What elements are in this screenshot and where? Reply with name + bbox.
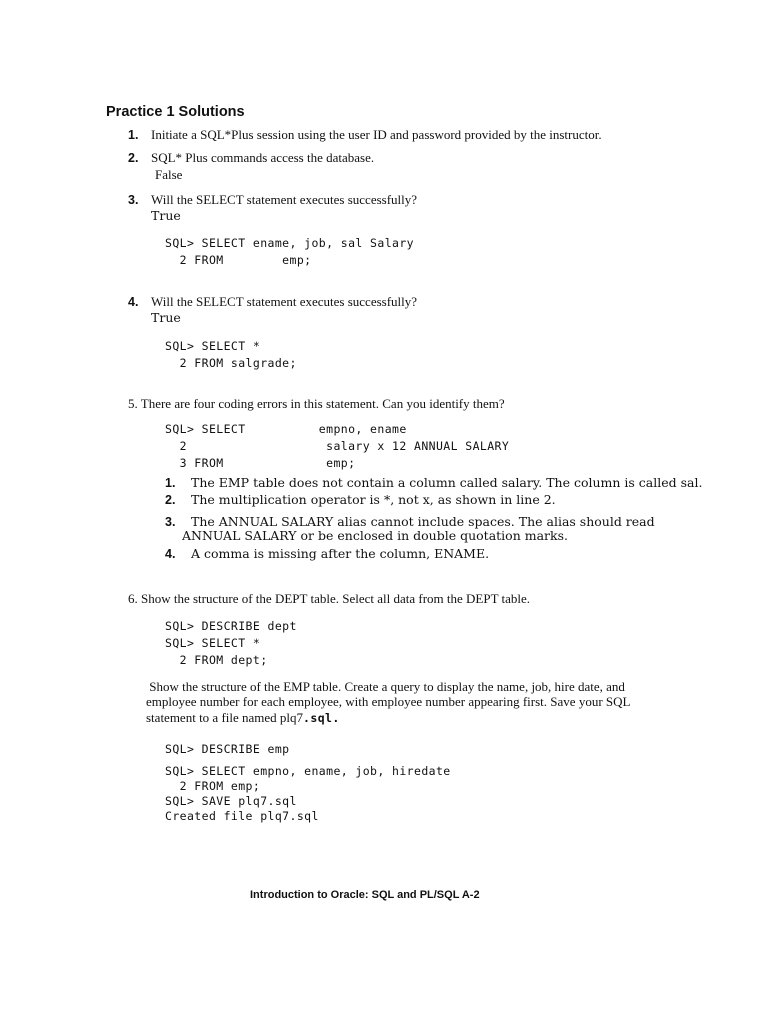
item-2-answer: False [155, 167, 183, 182]
item-4-code-line: SQL> SELECT * [165, 339, 261, 353]
item-1-number: 1. [128, 128, 139, 142]
item-5-text: 5. There are four coding errors in this statement. Can you identify them? [128, 396, 505, 411]
error-4-number: 4. [165, 547, 176, 561]
item-5-code-line: 3 FROM emp; [165, 456, 356, 470]
item-7-code-line: SQL> SAVE plq7.sql [165, 794, 297, 808]
item-7-code-line: 2 FROM emp; [165, 779, 261, 793]
item-4-number: 4. [128, 295, 139, 309]
item-7-code-line: Created file plq7.sql [165, 809, 319, 823]
error-3-text: The ANNUAL SALARY alias cannot include spaces. The alias should read [191, 514, 655, 529]
item-6-code-line: 2 FROM dept; [165, 653, 268, 667]
item-7-text-line [146, 709, 340, 727]
error-4-text: A comma is missing after the column, ENAME. [191, 546, 490, 561]
item-5-code-line: SQL> SELECT empno, ename [165, 422, 407, 436]
item-6-code-line: SQL> DESCRIBE dept [165, 619, 297, 633]
error-2-text: The multiplication operator is *, not x, as shown in line 2. [191, 492, 556, 507]
item-4-answer: True [151, 310, 181, 325]
item-7-text: statement to a file named plq7 [146, 710, 304, 725]
page-footer: Introduction to Oracle: SQL and PL/SQL A-2 [250, 889, 480, 901]
item-6-code-line: SQL> SELECT * [165, 636, 261, 650]
item-7-code-line: SQL> SELECT empno, ename, job, hiredate [165, 764, 451, 778]
error-3-number: 3. [165, 515, 176, 529]
item-4-text: Will the SELECT statement executes successfully? [151, 294, 418, 309]
error-3-text: ANNUAL SALARY or be enclosed in double quotation marks. [182, 528, 568, 543]
item-3-code-line: 2 FROM emp; [165, 253, 312, 267]
page-title: Practice 1 Solutions [106, 104, 245, 120]
item-7-filename: .sql. [303, 711, 340, 725]
item-3-answer: True [151, 208, 181, 223]
item-1-text: Initiate a SQL*Plus session using the user ID and password provided by the instructor. [151, 127, 602, 142]
item-2-text: SQL* Plus commands access the database. [151, 150, 375, 165]
error-2-number: 2. [165, 493, 176, 507]
item-3-code-line: SQL> SELECT ename, job, sal Salary [165, 236, 415, 250]
item-4-code-line: 2 FROM salgrade; [165, 356, 297, 370]
item-7-code-line: SQL> DESCRIBE emp [165, 742, 290, 756]
item-3-number: 3. [128, 193, 139, 207]
item-6-text: 6. Show the structure of the DEPT table. Select all data from the DEPT table. [128, 591, 531, 606]
item-5-code-line: 2 salary x 12 ANNUAL SALARY [165, 439, 510, 453]
item-7-text: employee number for each employee, with employee number appearing first. Save your SQL [146, 694, 631, 709]
item-2-number: 2. [128, 151, 139, 165]
error-1-text: The EMP table does not contain a column called salary. The column is called sal. [191, 475, 703, 490]
item-7-text: Show the structure of the EMP table. Create a query to display the name, job, hire date, and [146, 679, 625, 694]
error-1-number: 1. [165, 476, 176, 490]
item-3-text: Will the SELECT statement executes successfully? [151, 192, 418, 207]
